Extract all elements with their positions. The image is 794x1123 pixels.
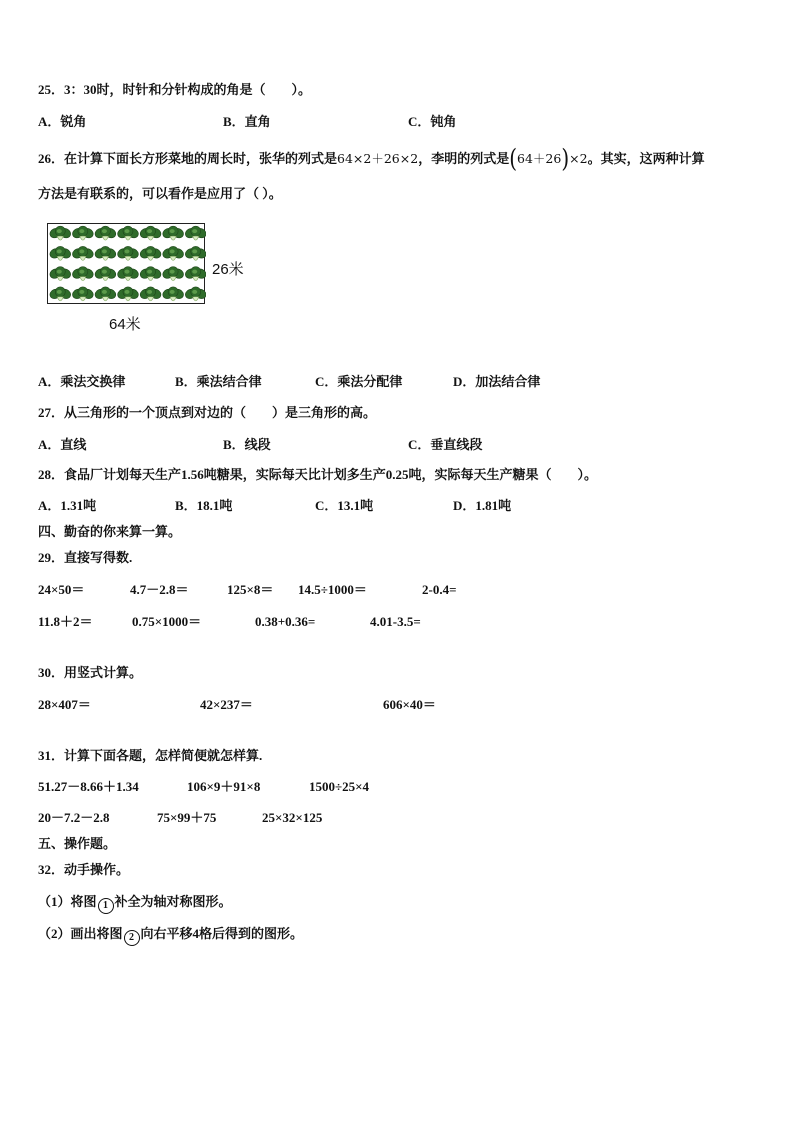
q26-option-d: D．加法结合律	[453, 374, 541, 389]
q26-stem-part3: 。其实，这两种计算	[587, 151, 705, 166]
q28-option-b: B．18.1吨	[175, 498, 233, 513]
q29-stem: 29．直接写得数.	[38, 550, 133, 565]
q31-item: 106×9＋91×8	[187, 779, 261, 794]
q32-stem: 32．动手操作。	[38, 862, 130, 877]
q29-item: 0.75×1000＝	[132, 614, 202, 629]
q30-item: 28×407＝	[38, 697, 91, 712]
q27-option-c: C．垂直线段	[408, 437, 483, 452]
vegetable-icon	[116, 287, 140, 301]
q25-stem: 25．3：30时，时针和分针构成的角是（ ）。	[38, 82, 312, 97]
vegetable-icon	[139, 246, 163, 260]
q26-stem-part1: 26．在计算下面长方形菜地的周长时，张华的列式是	[38, 151, 338, 166]
vegetable-icon	[116, 267, 140, 281]
q31-item: 20－7.2－2.8	[38, 810, 110, 825]
q29-item: 2-0.4=	[422, 582, 457, 597]
vegetable-plot-figure	[47, 223, 205, 304]
q28-option-a: A．1.31吨	[38, 498, 97, 513]
q32-sub1	[38, 894, 232, 914]
q32-sub1-suffix: 补全为轴对称图形。	[114, 894, 232, 909]
q29-item: 24×50＝	[38, 582, 85, 597]
circled-1-icon: 1	[98, 898, 114, 914]
q32-sub2-suffix: 向右平移4格后得到的图形。	[140, 926, 304, 941]
q25-option-c: C．钝角	[408, 114, 457, 129]
vegetable-icon	[48, 287, 72, 301]
q32-sub2	[38, 926, 303, 946]
q26-option-a: A．乘法交换律	[38, 374, 126, 389]
q29-item: 125×8＝	[227, 582, 274, 597]
q30-stem: 30．用竖式计算。	[38, 665, 143, 680]
section-4-title: 四、勤奋的你来算一算。	[38, 524, 182, 539]
figure-height-label: 26米	[212, 261, 244, 278]
vegetable-icon	[48, 226, 72, 240]
vegetable-icon	[139, 226, 163, 240]
q26-expr-liming-tail: ×2	[569, 151, 588, 166]
q29-item: 4.7－2.8＝	[130, 582, 189, 597]
vegetable-icon	[71, 246, 95, 260]
vegetable-icon	[161, 246, 185, 260]
q27-option-b: B．线段	[223, 437, 271, 452]
vegetable-icon	[139, 287, 163, 301]
figure-width-label: 64米	[109, 316, 141, 333]
q29-item: 4.01-3.5=	[370, 614, 421, 629]
q29-item: 14.5÷1000＝	[298, 582, 367, 597]
vegetable-icon	[94, 226, 118, 240]
q26-expr-zhanghua: 64×2＋26×2	[337, 151, 419, 166]
vegetable-icon	[48, 246, 72, 260]
section-5-title: 五、操作题。	[38, 836, 117, 851]
vegetable-icon	[94, 246, 118, 260]
vegetable-icon	[116, 246, 140, 260]
q28-stem: 28．食品厂计划每天生产1.56吨糖果，实际每天比计划多生产0.25吨，实际每天生产糖果（ ）。	[38, 467, 598, 482]
q26-stem-part2: ，李明的列式是	[418, 151, 510, 166]
q26-expr-liming: (64＋26)×2	[509, 143, 588, 173]
q26-expr-liming-inner: 64＋26	[517, 151, 562, 166]
vegetable-icon	[71, 226, 95, 240]
vegetable-icon	[161, 267, 185, 281]
q25-option-a: A．锐角	[38, 114, 87, 129]
q29-item: 11.8＋2＝	[38, 614, 93, 629]
q26-stem	[38, 143, 705, 173]
vegetable-icon	[139, 267, 163, 281]
q31-item: 75×99＋75	[157, 810, 217, 825]
q31-item: 25×32×125	[262, 810, 323, 825]
q30-item: 606×40＝	[383, 697, 436, 712]
vegetable-grid	[48, 224, 206, 305]
vegetable-icon	[48, 267, 72, 281]
q31-stem: 31．计算下面各题，怎样简便就怎样算.	[38, 748, 263, 763]
q26-option-b: B．乘法结合律	[175, 374, 262, 389]
vegetable-icon	[184, 246, 206, 260]
q31-item: 1500÷25×4	[309, 779, 370, 794]
q30-item: 42×237＝	[200, 697, 253, 712]
q32-sub2-prefix: （2）画出将图	[38, 926, 123, 941]
vegetable-icon	[184, 226, 206, 240]
q25-option-b: B．直角	[223, 114, 271, 129]
vegetable-icon	[184, 267, 206, 281]
vegetable-icon	[71, 287, 95, 301]
q27-option-a: A．直线	[38, 437, 87, 452]
vegetable-icon	[184, 287, 206, 301]
q29-item: 0.38+0.36=	[255, 614, 316, 629]
q28-option-d: D．1.81吨	[453, 498, 512, 513]
vegetable-icon	[161, 226, 185, 240]
vegetable-icon	[71, 267, 95, 281]
q26-stem-line2: 方法是有联系的，可以看作是应用了（ ）。	[38, 186, 282, 201]
vegetable-icon	[94, 267, 118, 281]
vegetable-icon	[94, 287, 118, 301]
q28-option-c: C．13.1吨	[315, 498, 374, 513]
q32-sub1-prefix: （1）将图	[38, 894, 97, 909]
vegetable-icon	[161, 287, 185, 301]
vegetable-icon	[116, 226, 140, 240]
q27-stem: 27．从三角形的一个顶点到对边的（ ）是三角形的高。	[38, 405, 377, 420]
circled-2-icon: 2	[124, 930, 140, 946]
q26-option-c: C．乘法分配律	[315, 374, 403, 389]
q31-item: 51.27－8.66＋1.34	[38, 779, 139, 794]
